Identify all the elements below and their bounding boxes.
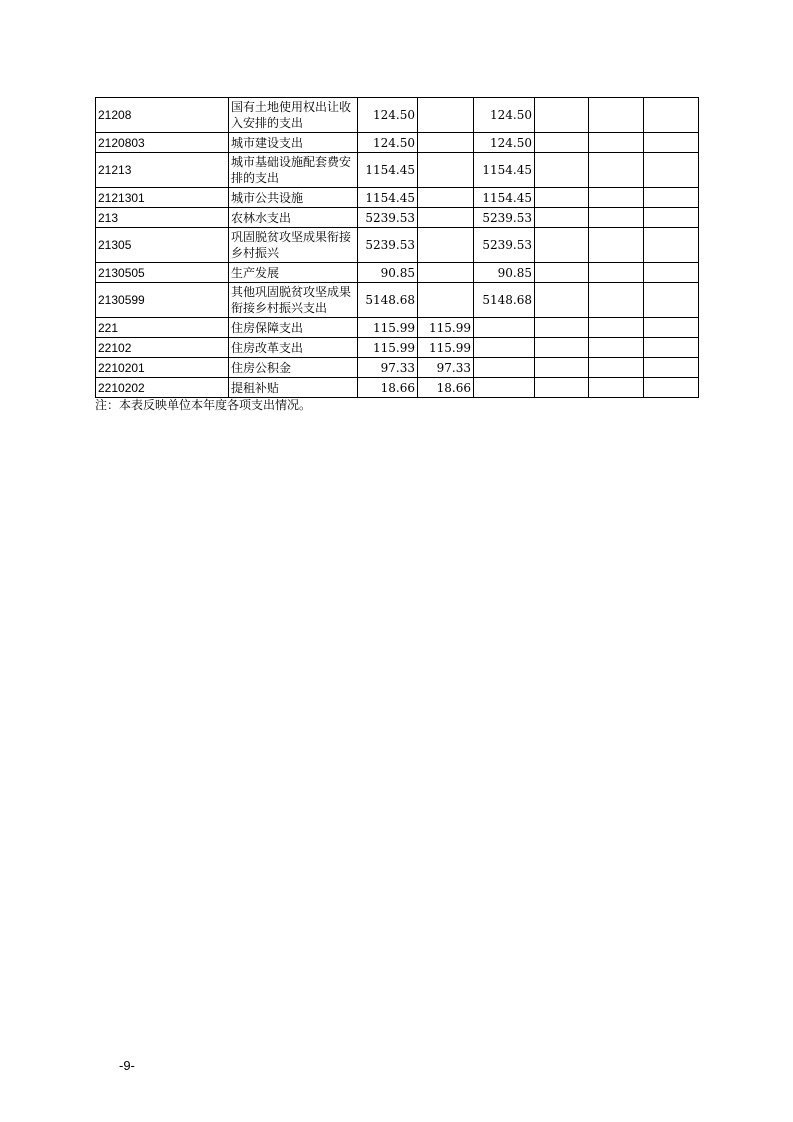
extra-cell-3 <box>644 188 699 208</box>
subject-name-cell: 城市基础设施配套费安排的支出 <box>229 153 358 188</box>
subject-code-cell: 213 <box>96 208 229 228</box>
extra-cell-2 <box>589 133 644 153</box>
basic-expenditure-cell <box>418 263 474 283</box>
basic-expenditure-cell <box>418 188 474 208</box>
basic-expenditure-cell: 18.66 <box>418 378 474 398</box>
basic-expenditure-cell: 97.33 <box>418 358 474 378</box>
total-amount-cell: 1154.45 <box>358 153 418 188</box>
subject-code-cell: 2210202 <box>96 378 229 398</box>
extra-cell-3 <box>644 283 699 318</box>
subject-name-cell: 住房改革支出 <box>229 338 358 358</box>
project-expenditure-cell <box>474 378 535 398</box>
extra-cell-3 <box>644 153 699 188</box>
basic-expenditure-cell <box>418 98 474 133</box>
total-amount-cell: 115.99 <box>358 338 418 358</box>
extra-cell-3 <box>644 98 699 133</box>
table-row <box>96 263 699 283</box>
extra-cell-2 <box>589 188 644 208</box>
table-row <box>96 378 699 398</box>
total-amount-cell: 5239.53 <box>358 228 418 263</box>
extra-cell-1 <box>535 318 589 338</box>
extra-cell-1 <box>535 153 589 188</box>
extra-cell-3 <box>644 358 699 378</box>
table-footnote: 注：本表反映单位本年度各项支出情况。 <box>95 398 312 412</box>
total-amount-cell: 1154.45 <box>358 188 418 208</box>
table-row <box>96 98 699 133</box>
total-amount-cell: 97.33 <box>358 358 418 378</box>
subject-name-cell: 城市公共设施 <box>229 188 358 208</box>
subject-code-cell: 2130599 <box>96 283 229 318</box>
extra-cell-2 <box>589 263 644 283</box>
subject-code-cell: 21208 <box>96 98 229 133</box>
project-expenditure-cell: 5148.68 <box>474 283 535 318</box>
subject-name-cell: 国有土地使用权出让收入安排的支出 <box>229 98 358 133</box>
table-row <box>96 133 699 153</box>
subject-name-cell: 住房公积金 <box>229 358 358 378</box>
project-expenditure-cell: 1154.45 <box>474 188 535 208</box>
total-amount-cell: 90.85 <box>358 263 418 283</box>
table-row <box>96 358 699 378</box>
extra-cell-1 <box>535 378 589 398</box>
total-amount-cell: 115.99 <box>358 318 418 338</box>
project-expenditure-cell: 1154.45 <box>474 153 535 188</box>
subject-code-cell: 22102 <box>96 338 229 358</box>
table-row <box>96 208 699 228</box>
extra-cell-3 <box>644 208 699 228</box>
project-expenditure-cell: 90.85 <box>474 263 535 283</box>
page-number: -9- <box>119 1058 135 1073</box>
extra-cell-1 <box>535 188 589 208</box>
subject-code-cell: 2210201 <box>96 358 229 378</box>
table-row <box>96 318 699 338</box>
table-row <box>96 228 699 263</box>
total-amount-cell: 124.50 <box>358 133 418 153</box>
subject-name-cell: 巩固脱贫攻坚成果衔接乡村振兴 <box>229 228 358 263</box>
project-expenditure-cell <box>474 338 535 358</box>
extra-cell-2 <box>589 338 644 358</box>
subject-name-cell: 城市建设支出 <box>229 133 358 153</box>
table-body <box>96 98 699 398</box>
subject-code-cell: 2121301 <box>96 188 229 208</box>
subject-code-cell: 2130505 <box>96 263 229 283</box>
total-amount-cell: 124.50 <box>358 98 418 133</box>
project-expenditure-cell: 124.50 <box>474 133 535 153</box>
project-expenditure-cell: 5239.53 <box>474 228 535 263</box>
extra-cell-1 <box>535 263 589 283</box>
extra-cell-1 <box>535 338 589 358</box>
total-amount-cell: 5239.53 <box>358 208 418 228</box>
basic-expenditure-cell <box>418 153 474 188</box>
extra-cell-3 <box>644 263 699 283</box>
subject-name-cell: 生产发展 <box>229 263 358 283</box>
extra-cell-1 <box>535 283 589 318</box>
project-expenditure-cell <box>474 358 535 378</box>
extra-cell-1 <box>535 208 589 228</box>
project-expenditure-cell: 124.50 <box>474 98 535 133</box>
table-row <box>96 283 699 318</box>
subject-name-cell: 其他巩固脱贫攻坚成果衔接乡村振兴支出 <box>229 283 358 318</box>
extra-cell-3 <box>644 378 699 398</box>
basic-expenditure-cell: 115.99 <box>418 338 474 358</box>
table-row <box>96 338 699 358</box>
extra-cell-2 <box>589 378 644 398</box>
extra-cell-3 <box>644 133 699 153</box>
extra-cell-2 <box>589 228 644 263</box>
extra-cell-3 <box>644 228 699 263</box>
extra-cell-1 <box>535 98 589 133</box>
basic-expenditure-cell <box>418 133 474 153</box>
subject-code-cell: 21213 <box>96 153 229 188</box>
project-expenditure-cell <box>474 318 535 338</box>
basic-expenditure-cell <box>418 208 474 228</box>
subject-name-cell: 住房保障支出 <box>229 318 358 338</box>
extra-cell-2 <box>589 358 644 378</box>
table-row <box>96 153 699 188</box>
expenditure-table <box>95 97 699 398</box>
extra-cell-2 <box>589 98 644 133</box>
total-amount-cell: 5148.68 <box>358 283 418 318</box>
subject-code-cell: 21305 <box>96 228 229 263</box>
extra-cell-2 <box>589 208 644 228</box>
project-expenditure-cell: 5239.53 <box>474 208 535 228</box>
extra-cell-2 <box>589 283 644 318</box>
extra-cell-1 <box>535 358 589 378</box>
extra-cell-1 <box>535 228 589 263</box>
table-row <box>96 188 699 208</box>
basic-expenditure-cell <box>418 228 474 263</box>
subject-name-cell: 提租补贴 <box>229 378 358 398</box>
subject-code-cell: 221 <box>96 318 229 338</box>
extra-cell-2 <box>589 153 644 188</box>
extra-cell-3 <box>644 318 699 338</box>
extra-cell-2 <box>589 318 644 338</box>
extra-cell-1 <box>535 133 589 153</box>
extra-cell-3 <box>644 338 699 358</box>
basic-expenditure-cell: 115.99 <box>418 318 474 338</box>
total-amount-cell: 18.66 <box>358 378 418 398</box>
basic-expenditure-cell <box>418 283 474 318</box>
subject-name-cell: 农林水支出 <box>229 208 358 228</box>
subject-code-cell: 2120803 <box>96 133 229 153</box>
